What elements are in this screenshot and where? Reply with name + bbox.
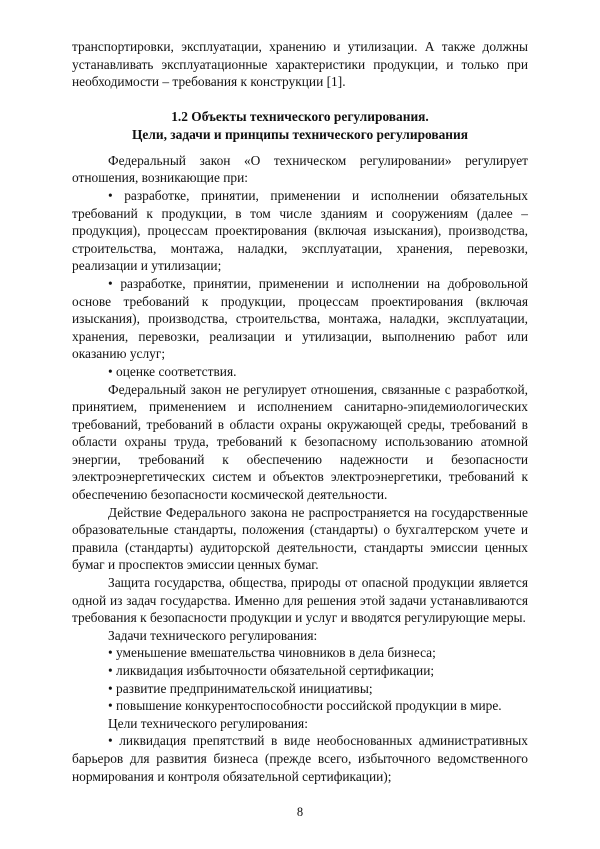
bullet-conformity-assessment: • оценке соответствия. [108, 363, 237, 379]
intro-paragraph: транспортировки, эксплуатации, хранению и утилизации. А также должны устанавливать эксплуатационные характеристики продукции, и только при необходимости – требования к конструкции [1]. [72, 39, 528, 90]
bullet-voluntary-requirements: • разработке, принятии, применении и исполнении на добровольной основе требований к продукции, процессам проектирования (включая изыскания), производства, строительства, монтажа, наладки, эксплуатации, хранения, перевозки, реализации и утилизации, выполнению работ или оказанию услуг; [72, 275, 528, 362]
page-number: 8 [296, 805, 304, 819]
paragraph-not-applicable: Действие Федерального закона не распространяется на государственные образовательные стандарты, положения (стандарты) о бухгалтерском учете и правила (стандарты) аудиторской деятельности, стандарты эмиссии ценных бумаг и проспектов эмиссии ценных бумаг. [72, 504, 528, 573]
document-page [72, 38, 528, 785]
section-heading-line-1: 1.2 Объекты технического регулирования. [171, 108, 429, 124]
paragraph-tasks-title: Задачи технического регулирования: [108, 627, 318, 643]
section-heading [72, 108, 528, 144]
paragraph-regulates: Федеральный закон «О техническом регулировании» регулирует отношения, возникающие при: [72, 152, 528, 186]
paragraph-state-protection: Защита государства, общества, природы от опасной продукции является одной из задач государства. Именно для решения этой задачи устанавливаются требования к безопасности продукции и услуг и вводятся регулирующие меры. [72, 575, 528, 626]
section-heading-line-2: Цели, задачи и принципы технического регулирования [132, 126, 468, 142]
paragraph-not-regulated: Федеральный закон не регулирует отношения, связанные с разработкой, принятием, применением и исполнением санитарно-эпидемиологических требований, требований в области охраны окружающей среды, требований в области охраны труда, требований к безопасному использованию атомной энергии, требований к обеспечению надежности и безопасности электроэнергетических систем и объектов электроэнергетики, требований к обеспечению безопасности космической деятельности. [72, 381, 528, 503]
paragraph-goals-title: Цели технического регулирования: [108, 715, 308, 731]
bullet-mandatory-requirements: • разработке, принятии, применении и исполнении обязательных требований к продукции, в том числе зданиям и сооружениям (далее – продукция), процессам проектирования (включая изыскания), производства, строительства, монтажа, наладки, эксплуатации, хранения, перевозки, реализации и утилизации; [72, 187, 528, 274]
bullet-task-reduce-interference: • уменьшение вмешательства чиновников в дела бизнеса; [108, 645, 436, 661]
bullet-task-competitiveness: • повышение конкурентоспособности российской продукции в мире. [108, 698, 502, 714]
bullet-task-entrepreneurship: • развитие предпринимательской инициативы; [108, 680, 373, 696]
bullet-task-remove-redundancy: • ликвидация избыточности обязательной сертификации; [108, 663, 435, 678]
bullet-goal-remove-barriers: • ликвидация препятствий в виде необоснованных административных барьеров для развития бизнеса (прежде всего, избыточного ведомственного нормирования и контроля обязательной сертификации); [72, 733, 528, 784]
